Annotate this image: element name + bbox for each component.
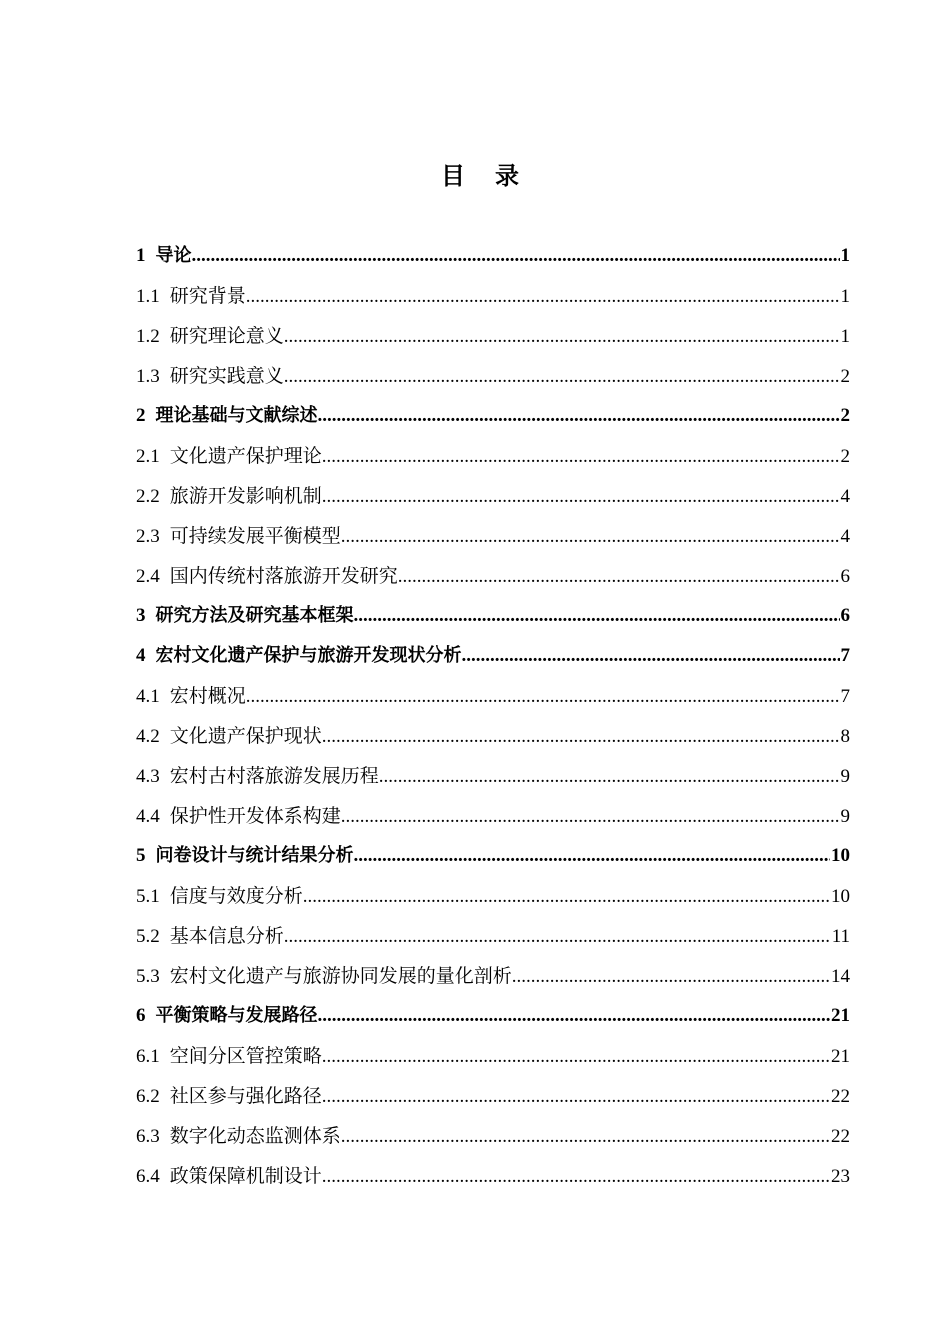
toc-entry-page-number: 11 [831, 926, 850, 947]
toc-dot-leader [512, 957, 830, 997]
toc-dot-leader [462, 636, 840, 676]
toc-entry-number: 2.1 [136, 446, 160, 467]
toc-entry[interactable] [136, 236, 850, 276]
toc-entry-label: 研究实践意义 [169, 365, 284, 387]
toc-entry-label: 研究理论意义 [169, 325, 284, 347]
toc-entry-number: 1.2 [136, 326, 160, 347]
toc-entry[interactable] [136, 1036, 850, 1076]
toc-entry-page-number: 6 [840, 566, 850, 587]
toc-entry[interactable] [136, 516, 850, 556]
toc-entry-label: 宏村古村落旅游发展历程 [169, 765, 379, 787]
toc-entry-number: 1 [136, 245, 146, 266]
toc-dot-leader [303, 877, 830, 917]
toc-entry-label: 保护性开发体系构建 [169, 805, 341, 827]
toc-entry-page-number: 8 [840, 726, 850, 747]
toc-dot-leader [318, 996, 831, 1036]
toc-entry-page-number: 21 [831, 1005, 850, 1026]
toc-entry-number: 5 [136, 845, 146, 866]
toc-entry-label: 基本信息分析 [169, 925, 284, 947]
toc-dot-leader [322, 1157, 830, 1197]
toc-entry-label: 导论 [155, 245, 192, 266]
toc-dot-leader [322, 717, 840, 757]
toc-entry-page-number: 22 [831, 1086, 850, 1107]
toc-entry-number: 4.3 [136, 766, 160, 787]
toc-entry-label: 文化遗产保护现状 [169, 725, 322, 747]
toc-entry-number: 2.4 [136, 566, 160, 587]
toc-entry-page-number: 2 [840, 405, 850, 426]
toc-entry[interactable] [136, 956, 850, 996]
toc-dot-leader [341, 1117, 830, 1157]
toc-dot-leader [322, 1077, 830, 1117]
toc-entry-number: 4.2 [136, 726, 160, 747]
toc-entry-number: 6.1 [136, 1046, 160, 1067]
toc-entry[interactable] [136, 396, 850, 436]
toc-dot-leader [284, 357, 840, 397]
toc-entry-number: 6.3 [136, 1126, 160, 1147]
toc-entry-label: 数字化动态监测体系 [169, 1125, 341, 1147]
toc-entry-page-number: 9 [840, 806, 850, 827]
toc-entry-label: 研究背景 [169, 285, 246, 307]
toc-entry-number: 6.2 [136, 1086, 160, 1107]
toc-entry[interactable] [136, 476, 850, 516]
toc-entry-label: 平衡策略与发展路径 [155, 1005, 318, 1026]
toc-entry-number: 4 [136, 645, 146, 666]
toc-entry-page-number: 6 [840, 605, 850, 626]
toc-dot-leader [322, 437, 840, 477]
toc-entry-number: 2.3 [136, 526, 160, 547]
toc-entry[interactable] [136, 916, 850, 956]
toc-entry-label: 旅游开发影响机制 [169, 485, 322, 507]
toc-entry[interactable] [136, 1156, 850, 1196]
toc-entry[interactable] [136, 596, 850, 636]
toc-dot-leader [246, 277, 840, 317]
toc-entry[interactable] [136, 356, 850, 396]
toc-entry-label: 研究方法及研究基本框架 [155, 605, 354, 626]
toc-dot-leader [284, 317, 840, 357]
toc-entry[interactable] [136, 676, 850, 716]
toc-entry-page-number: 14 [831, 966, 850, 987]
toc-entry-number: 1.3 [136, 366, 160, 387]
toc-entry-number: 3 [136, 605, 146, 626]
table-of-contents [136, 236, 850, 1196]
toc-entry-label: 理论基础与文献综述 [155, 405, 318, 426]
toc-entry-label: 可持续发展平衡模型 [169, 525, 341, 547]
toc-entry-page-number: 22 [831, 1126, 850, 1147]
toc-dot-leader [246, 677, 840, 717]
toc-entry[interactable] [136, 716, 850, 756]
toc-entry-number: 2 [136, 405, 146, 426]
toc-entry[interactable] [136, 796, 850, 836]
toc-entry-number: 1.1 [136, 286, 160, 307]
toc-entry-label: 信度与效度分析 [169, 885, 303, 907]
toc-entry-label: 空间分区管控策略 [169, 1045, 322, 1067]
toc-entry-number: 6.4 [136, 1166, 160, 1187]
toc-entry[interactable] [136, 996, 850, 1036]
page-title: 目录 [441, 162, 549, 190]
toc-dot-leader [322, 1037, 830, 1077]
toc-entry[interactable] [136, 436, 850, 476]
toc-entry-label: 文化遗产保护理论 [169, 445, 322, 467]
toc-dot-leader [398, 557, 840, 597]
toc-entry-number: 5.1 [136, 886, 160, 907]
toc-entry-number: 5.3 [136, 966, 160, 987]
toc-entry-page-number: 10 [831, 845, 850, 866]
toc-entry-page-number: 2 [840, 446, 850, 467]
toc-entry-page-number: 1 [840, 245, 850, 266]
toc-dot-leader [341, 517, 840, 557]
toc-entry[interactable] [136, 556, 850, 596]
toc-entry[interactable] [136, 636, 850, 676]
toc-entry-page-number: 10 [831, 886, 850, 907]
toc-entry-number: 2.2 [136, 486, 160, 507]
toc-dot-leader [354, 596, 840, 636]
toc-entry[interactable] [136, 876, 850, 916]
toc-entry-page-number: 2 [840, 366, 850, 387]
toc-entry[interactable] [136, 1116, 850, 1156]
toc-entry-page-number: 21 [831, 1046, 850, 1067]
toc-entry-label: 宏村文化遗产保护与旅游开发现状分析 [155, 645, 462, 666]
toc-entry-page-number: 9 [840, 766, 850, 787]
toc-entry-label: 政策保障机制设计 [169, 1165, 322, 1187]
toc-entry-label: 宏村概况 [169, 685, 246, 707]
toc-entry-page-number: 1 [840, 326, 850, 347]
toc-entry-label: 国内传统村落旅游开发研究 [169, 565, 398, 587]
toc-entry-number: 4.4 [136, 806, 160, 827]
toc-dot-leader [354, 836, 831, 876]
toc-entry[interactable] [136, 1076, 850, 1116]
toc-entry-page-number: 7 [840, 686, 850, 707]
toc-entry-number: 4.1 [136, 686, 160, 707]
toc-entry-label: 宏村文化遗产与旅游协同发展的量化剖析 [169, 965, 512, 987]
toc-dot-leader [341, 797, 840, 837]
toc-dot-leader [318, 396, 840, 436]
toc-entry[interactable] [136, 276, 850, 316]
toc-entry-page-number: 1 [840, 286, 850, 307]
toc-entry-page-number: 4 [840, 486, 850, 507]
toc-entry[interactable] [136, 756, 850, 796]
toc-entry-page-number: 7 [840, 645, 850, 666]
toc-entry-label: 问卷设计与统计结果分析 [155, 845, 354, 866]
toc-entry-number: 5.2 [136, 926, 160, 947]
toc-entry[interactable] [136, 316, 850, 356]
toc-dot-leader [284, 917, 831, 957]
toc-entry-label: 社区参与强化路径 [169, 1085, 322, 1107]
toc-entry-page-number: 23 [831, 1166, 850, 1187]
toc-entry[interactable] [136, 836, 850, 876]
toc-dot-leader [322, 477, 840, 517]
toc-entry-page-number: 4 [840, 526, 850, 547]
toc-entry-number: 6 [136, 1005, 146, 1026]
toc-dot-leader [379, 757, 840, 797]
toc-dot-leader [192, 236, 840, 276]
